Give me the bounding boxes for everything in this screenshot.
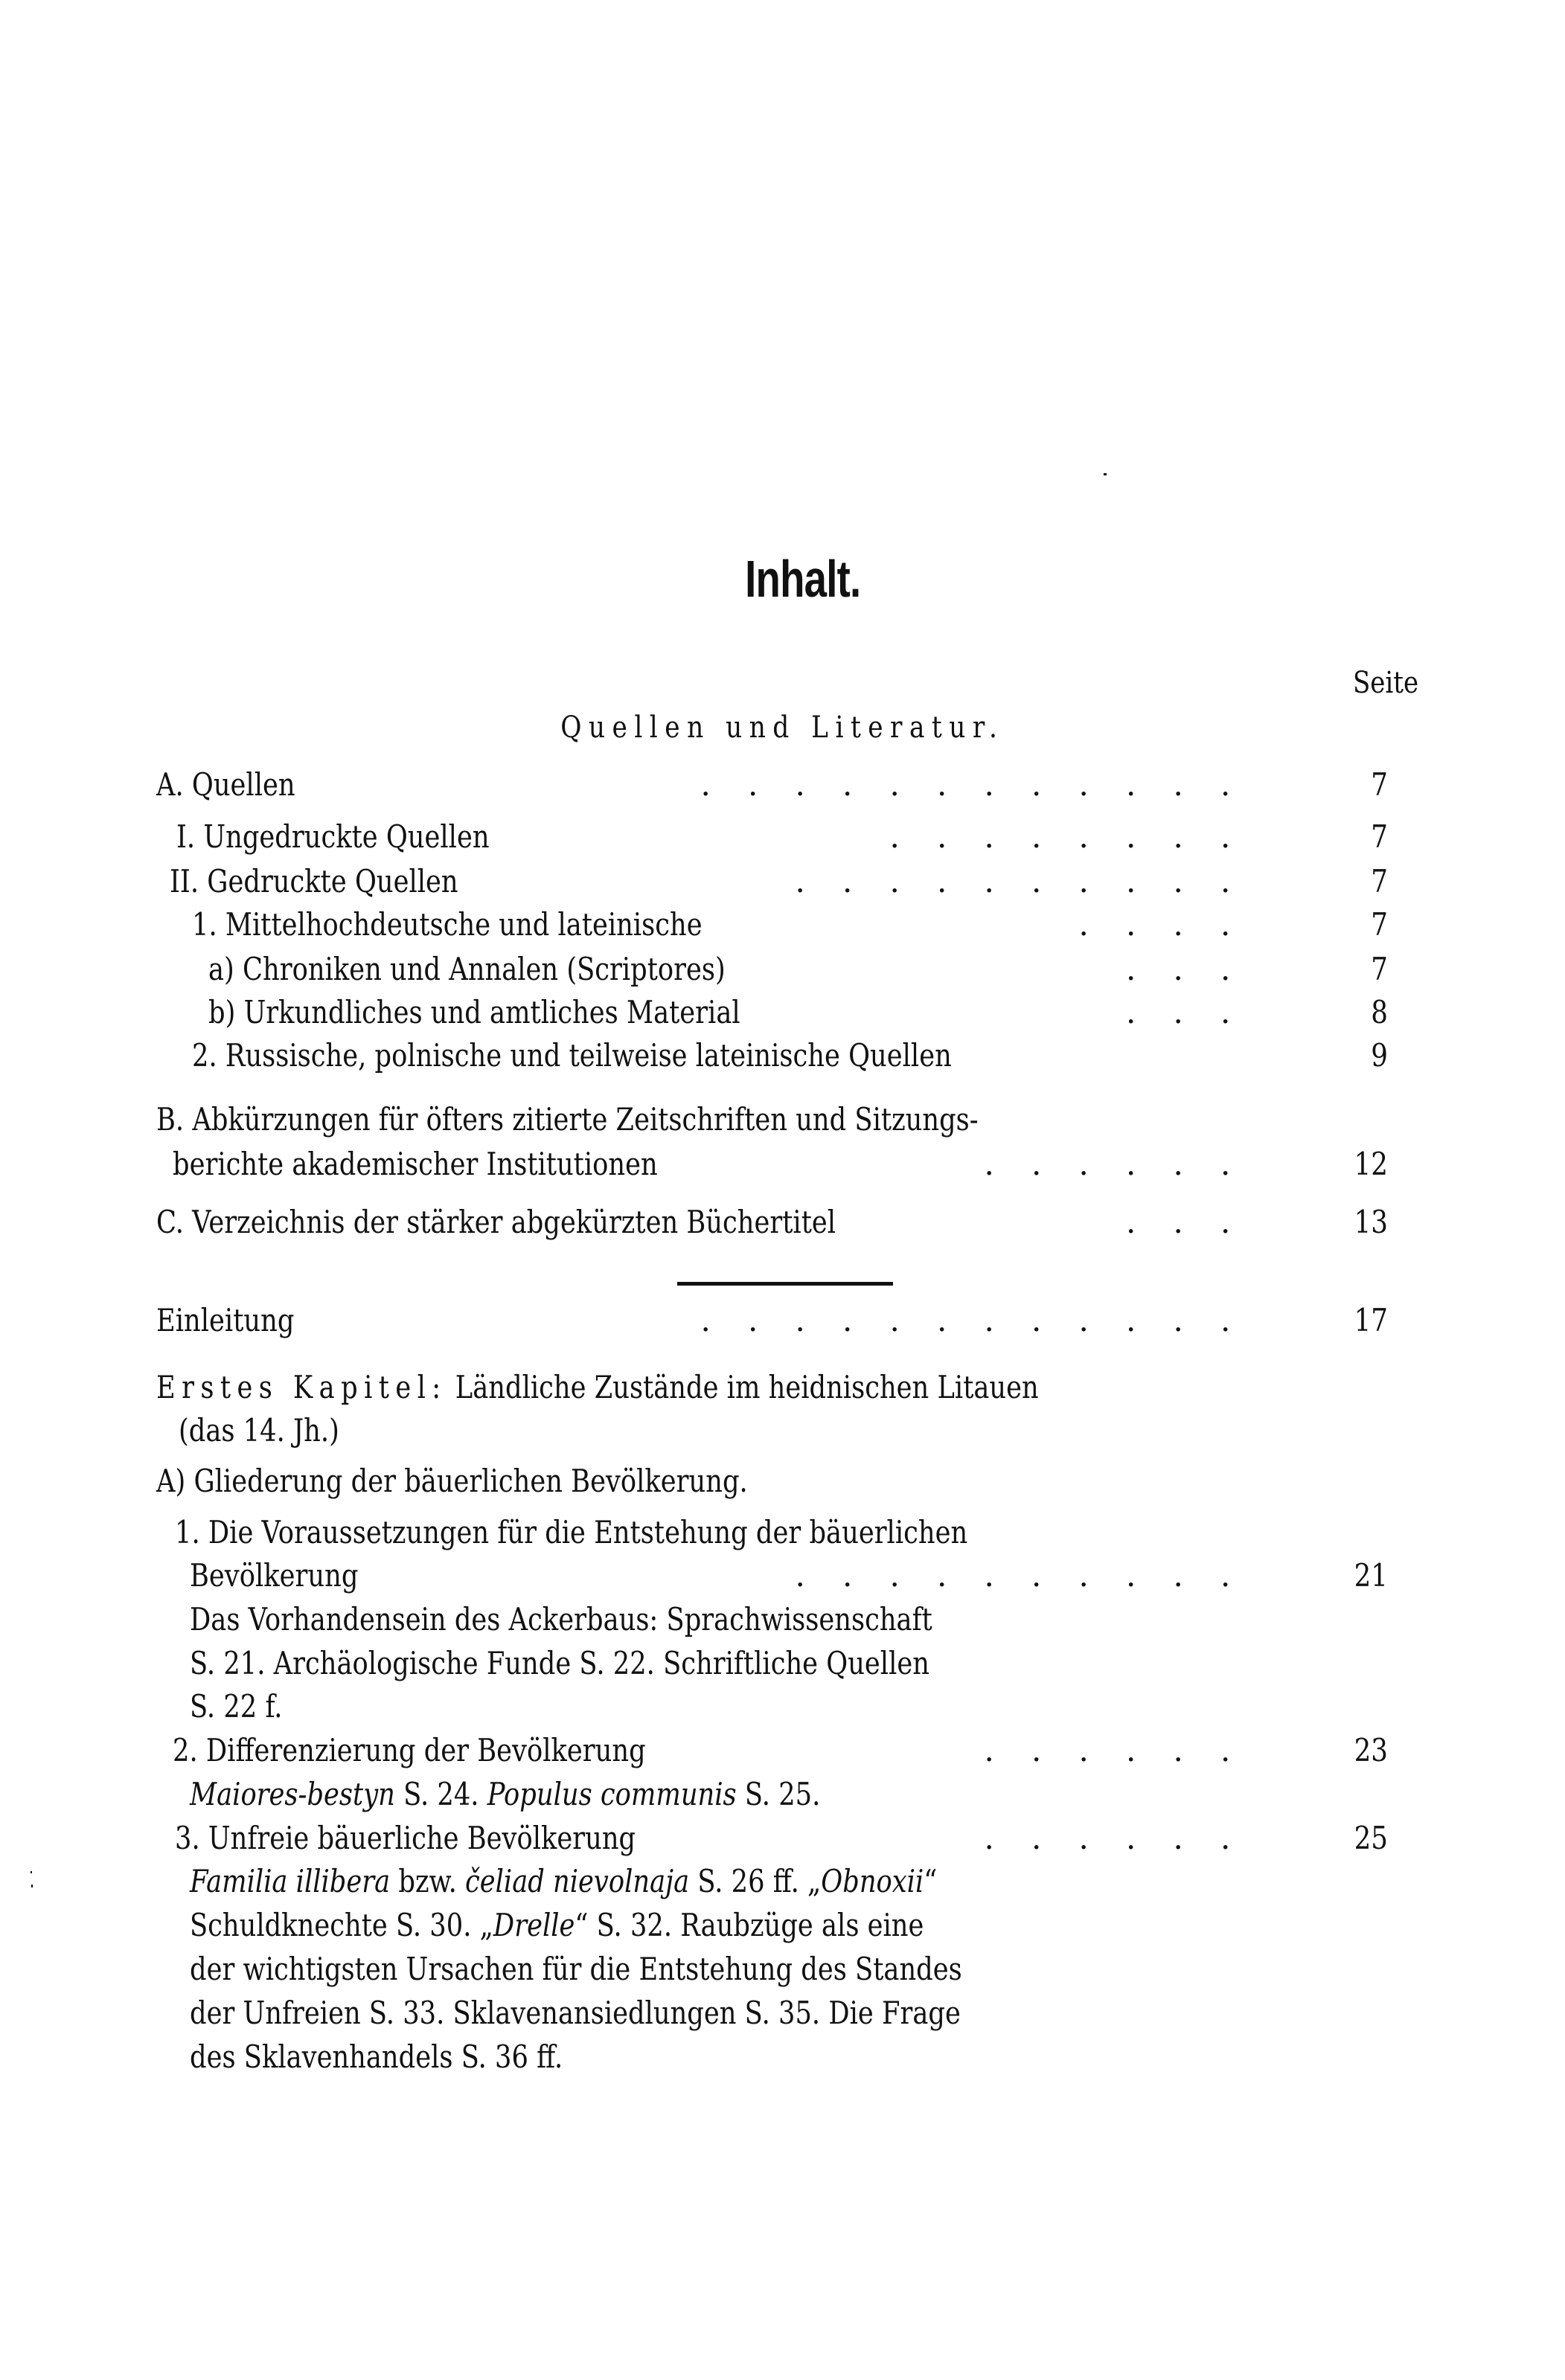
leader-dot: . bbox=[984, 1146, 994, 1182]
text-run: “ S. 32. Raubzüge als eine bbox=[575, 1907, 924, 1943]
leader-dot: . bbox=[984, 1302, 994, 1338]
leader-dot: . bbox=[1220, 818, 1231, 855]
toc-entry-text: I. Ungedruckte Quellen bbox=[176, 818, 490, 855]
leader-dot: . bbox=[984, 1820, 994, 1856]
toc-entry bbox=[156, 1951, 1451, 1992]
italic-term: Maiores-bestyn bbox=[190, 1776, 395, 1812]
toc-entry-text bbox=[190, 1776, 820, 1812]
leader-dot: . bbox=[1220, 766, 1231, 803]
toc-entry-text bbox=[190, 1907, 924, 1943]
toc-page-number: 7 bbox=[1371, 906, 1388, 943]
leader-dot: . bbox=[1031, 766, 1042, 803]
toc-entry-text: berichte akademischer Institutionen bbox=[173, 1146, 658, 1182]
leader-dot: . bbox=[1220, 1732, 1231, 1768]
toc-entry bbox=[156, 1601, 1451, 1643]
toc-entry bbox=[156, 2039, 1451, 2080]
toc-entry-text: des Sklavenhandels S. 36 ff. bbox=[190, 2039, 563, 2075]
toc-entry-text: 2. Russische, polnische und teilweise lateinische Quellen bbox=[192, 1037, 952, 1074]
toc-page-number: 12 bbox=[1354, 1146, 1388, 1182]
leader-dot: . bbox=[1078, 818, 1089, 855]
toc-entry bbox=[156, 1369, 1451, 1411]
leader-dot: . bbox=[1031, 1820, 1042, 1856]
toc-entry-text: 1. Mittelhochdeutsche und lateinische bbox=[192, 906, 703, 943]
leader-dot: . bbox=[1173, 1732, 1183, 1768]
leader-dot: . bbox=[1078, 1732, 1089, 1768]
toc-entry-text: A. Quellen bbox=[156, 766, 295, 803]
italic-term: Familia illibera bbox=[190, 1863, 391, 1899]
italic-term: Populus communis bbox=[487, 1776, 737, 1812]
leader-dot: . bbox=[889, 818, 900, 855]
leader-dot: . bbox=[1126, 906, 1136, 943]
text-run: S. 25. bbox=[736, 1776, 821, 1812]
leader-dot: . bbox=[1126, 1820, 1136, 1856]
chapter-title: Ländliche Zustände im heidnischen Litauen bbox=[455, 1369, 1039, 1405]
leader-dot: . bbox=[1078, 906, 1089, 943]
leader-dot: . bbox=[700, 1302, 711, 1338]
leader-dot: . bbox=[1126, 766, 1136, 803]
toc-entry bbox=[156, 1101, 1451, 1143]
leader-dot: . bbox=[1126, 1732, 1136, 1768]
toc-entry bbox=[156, 951, 1451, 992]
leader-dot: . bbox=[937, 1557, 947, 1594]
toc-page-number: 13 bbox=[1354, 1204, 1388, 1240]
leader-dot: . bbox=[1126, 1557, 1136, 1594]
leader-dot: . bbox=[795, 863, 805, 899]
toc-entry-text: der Unfreien S. 33. Sklavenansiedlungen S. 35. Die Frage bbox=[190, 1995, 961, 2031]
leader-dot: . bbox=[748, 766, 758, 803]
text-run: “ bbox=[924, 1863, 938, 1899]
leader-dot: . bbox=[1078, 1146, 1089, 1182]
text-run: S. 26 ff. „ bbox=[689, 1863, 822, 1899]
toc-page-number: 23 bbox=[1354, 1732, 1388, 1768]
leader-dot: . bbox=[1031, 1146, 1042, 1182]
leader-dot: . bbox=[1078, 1557, 1089, 1594]
toc-entry bbox=[156, 1863, 1451, 1905]
leader-dot: . bbox=[1078, 766, 1089, 803]
leader-dot: . bbox=[984, 818, 994, 855]
leader-dot: . bbox=[1126, 1302, 1136, 1338]
leader-dot: . bbox=[1220, 994, 1231, 1030]
leader-dot: . bbox=[700, 766, 711, 803]
leader-dot: . bbox=[1078, 1820, 1089, 1856]
toc-entry-text: C. Verzeichnis der stärker abgekürzten Büchertitel bbox=[156, 1204, 836, 1240]
toc-entry bbox=[156, 1732, 1451, 1774]
toc-entry bbox=[156, 906, 1451, 948]
toc-entry bbox=[156, 1037, 1451, 1079]
toc-entry bbox=[156, 1514, 1451, 1556]
text-run: S. 24. bbox=[394, 1776, 487, 1812]
leader-dot: . bbox=[984, 1557, 994, 1594]
page-column-label: Seite bbox=[1353, 666, 1419, 700]
leader-dot: . bbox=[984, 766, 994, 803]
toc-page-number: 7 bbox=[1371, 951, 1388, 987]
toc-entry bbox=[156, 1688, 1451, 1730]
toc-entry-text: S. 21. Archäologische Funde S. 22. Schriftliche Quellen bbox=[190, 1645, 929, 1681]
leader-dot: . bbox=[1173, 906, 1183, 943]
leader-dot: . bbox=[1220, 1302, 1231, 1338]
print-speck bbox=[31, 1885, 33, 1887]
leader-dot: . bbox=[1031, 863, 1042, 899]
leader-dot: . bbox=[1173, 766, 1183, 803]
toc-entry bbox=[156, 994, 1451, 1036]
leader-dot: . bbox=[889, 863, 900, 899]
page-title: Inhalt. bbox=[745, 550, 861, 608]
toc-entry bbox=[156, 1204, 1451, 1245]
leader-dot: . bbox=[1126, 1146, 1136, 1182]
toc-entry bbox=[156, 1302, 1451, 1344]
leader-dot: . bbox=[1220, 1204, 1231, 1240]
toc-entry bbox=[156, 1412, 1451, 1454]
leader-dot: . bbox=[748, 1302, 758, 1338]
toc-entry-text: Das Vorhandensein des Ackerbaus: Sprachwissenschaft bbox=[190, 1601, 932, 1638]
toc-entry-text: 1. Die Voraussetzungen für die Entstehung der bäuerlichen bbox=[175, 1514, 968, 1550]
leader-dot: . bbox=[1173, 1146, 1183, 1182]
section-heading: Quellen und Literatur. bbox=[560, 711, 1005, 745]
section-divider bbox=[677, 1282, 893, 1286]
leader-dot: . bbox=[1126, 1204, 1136, 1240]
leader-dot: . bbox=[1173, 951, 1183, 987]
leader-dot: . bbox=[889, 766, 900, 803]
leader-dot: . bbox=[1220, 951, 1231, 987]
leader-dot: . bbox=[842, 863, 853, 899]
leader-dot: . bbox=[1031, 1302, 1042, 1338]
leader-dot: . bbox=[795, 1557, 805, 1594]
chapter-label: Erstes Kapitel: bbox=[156, 1369, 447, 1405]
leader-dot: . bbox=[1220, 1820, 1231, 1856]
toc-entry-text: der wichtigsten Ursachen für die Entstehung des Standes bbox=[190, 1951, 962, 1987]
toc-entry bbox=[156, 1645, 1451, 1687]
toc-entry bbox=[156, 863, 1451, 905]
toc-entry bbox=[156, 1820, 1451, 1861]
leader-dot: . bbox=[937, 818, 947, 855]
text-run: Schuldknechte S. 30. „ bbox=[190, 1907, 493, 1943]
leader-dot: . bbox=[1173, 1204, 1183, 1240]
toc-entry-text: S. 22 f. bbox=[190, 1688, 283, 1725]
toc-entry bbox=[156, 1907, 1451, 1948]
leader-dot: . bbox=[1173, 863, 1183, 899]
leader-dot: . bbox=[1220, 1557, 1231, 1594]
toc-page-number: 17 bbox=[1354, 1302, 1388, 1338]
toc-entry bbox=[156, 1146, 1451, 1187]
leader-dot: . bbox=[1126, 994, 1136, 1030]
italic-term: Drelle bbox=[493, 1907, 575, 1943]
leader-dot: . bbox=[937, 766, 947, 803]
leader-dot: . bbox=[1220, 863, 1231, 899]
leader-dot: . bbox=[1031, 1557, 1042, 1594]
toc-entry-text: B. Abkürzungen für öfters zitierte Zeitschriften und Sitzungs- bbox=[156, 1101, 979, 1138]
leader-dot: . bbox=[1173, 1557, 1183, 1594]
leader-dot: . bbox=[1220, 906, 1231, 943]
toc-entry-text: Einleitung bbox=[156, 1302, 295, 1338]
toc-page-number: 8 bbox=[1371, 994, 1388, 1030]
leader-dot: . bbox=[1173, 1820, 1183, 1856]
toc-entry bbox=[156, 766, 1451, 808]
toc-page-number: 9 bbox=[1371, 1037, 1388, 1074]
toc-entry-text: b) Urkundliches und amtliches Material bbox=[208, 994, 740, 1030]
leader-dot: . bbox=[1126, 863, 1136, 899]
toc-page-number: 7 bbox=[1371, 863, 1388, 899]
print-speck bbox=[1104, 473, 1107, 475]
leader-dot: . bbox=[1078, 863, 1089, 899]
leader-dot: . bbox=[889, 1557, 900, 1594]
leader-dot: . bbox=[1173, 1302, 1183, 1338]
toc-entry-text bbox=[156, 1369, 1039, 1405]
leader-dot: . bbox=[842, 1557, 853, 1594]
leader-dot: . bbox=[937, 863, 947, 899]
toc-entry-text: 2. Differenzierung der Bevölkerung bbox=[173, 1732, 646, 1768]
italic-term: čeliad nievolnaja bbox=[465, 1863, 690, 1899]
leader-dot: . bbox=[842, 1302, 853, 1338]
leader-dot: . bbox=[1031, 1732, 1042, 1768]
leader-dot: . bbox=[1031, 818, 1042, 855]
toc-entry-text: II. Gedruckte Quellen bbox=[170, 863, 458, 899]
toc-page-number: 7 bbox=[1371, 766, 1388, 803]
toc-entry-text: 3. Unfreie bäuerliche Bevölkerung bbox=[175, 1820, 636, 1856]
leader-dot: . bbox=[795, 766, 805, 803]
toc-entry-text bbox=[190, 1863, 937, 1899]
text-run: bzw. bbox=[390, 1863, 466, 1899]
toc-entry bbox=[156, 1776, 1451, 1818]
leader-dot: . bbox=[1173, 818, 1183, 855]
leader-dot: . bbox=[984, 1732, 994, 1768]
toc-entry-text: Bevölkerung bbox=[190, 1557, 359, 1594]
leader-dot: . bbox=[889, 1302, 900, 1338]
leader-dot: . bbox=[984, 863, 994, 899]
italic-term: Obnoxii bbox=[821, 1863, 924, 1899]
toc-page-number: 7 bbox=[1371, 818, 1388, 855]
toc-entry bbox=[156, 1995, 1451, 2036]
toc-entry bbox=[156, 1557, 1451, 1599]
toc-entry-text: (das 14. Jh.) bbox=[179, 1412, 339, 1449]
toc-page-number: 21 bbox=[1354, 1557, 1388, 1594]
print-speck bbox=[31, 1871, 32, 1873]
toc-entry bbox=[156, 1463, 1451, 1504]
leader-dot: . bbox=[842, 766, 853, 803]
toc-entry-text: A) Gliederung der bäuerlichen Bevölkerung. bbox=[156, 1463, 748, 1499]
toc-page-number: 25 bbox=[1354, 1820, 1388, 1856]
leader-dot: . bbox=[795, 1302, 805, 1338]
leader-dot: . bbox=[1220, 1146, 1231, 1182]
leader-dot: . bbox=[1126, 951, 1136, 987]
toc-entry-text: a) Chroniken und Annalen (Scriptores) bbox=[208, 951, 726, 987]
leader-dot: . bbox=[1126, 818, 1136, 855]
leader-dot: . bbox=[937, 1302, 947, 1338]
toc-entry bbox=[156, 818, 1451, 860]
leader-dot: . bbox=[1078, 1302, 1089, 1338]
leader-dot: . bbox=[1173, 994, 1183, 1030]
